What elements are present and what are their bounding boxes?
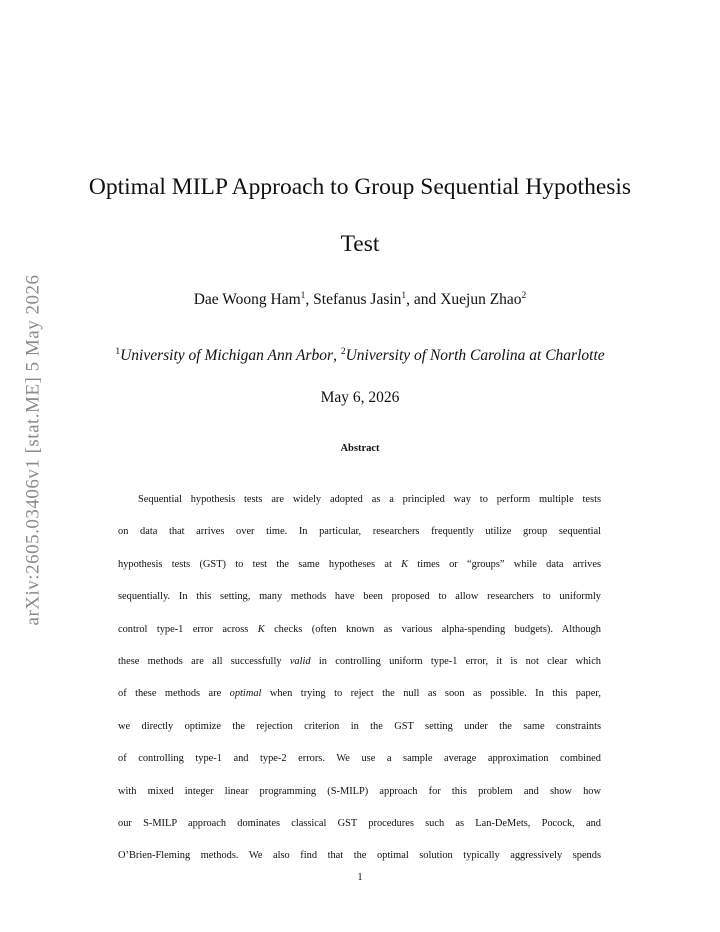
abstract-line [118,678,601,710]
math-variable-k: K [401,558,409,570]
abstract-line: O’Brien-Fleming methods. We also find that the optimal solution typically aggressively spends [118,850,601,862]
page-number: 1 [357,872,363,883]
title-line-1: Optimal MILP Approach to Group Sequential Hypothesis [88,174,632,200]
affiliation-mark: 1 [115,346,121,357]
abstract-text: control type-1 error across [118,623,258,635]
abstract-line: our S-MILP approach dominates classical GST procedures such as Lan-DeMets, Pocock, and [118,817,601,829]
emphasis-optimal: optimal [229,688,262,700]
math-variable-k: K [257,623,265,635]
publication-date: May 6, 2026 [320,389,400,406]
abstract-text: in controlling uniform type-1 error, it is not clear which [310,655,601,667]
author-name: Stefanus Jasin [313,291,402,308]
author-list [60,291,660,309]
abstract-line: on data that arrives over time. In particular, researchers frequently utilize group sequential [118,526,601,538]
abstract-text: times or “groups” while data arrives [408,558,601,570]
emphasis-valid: valid [289,655,311,667]
affiliation-name: University of Michigan Ann Arbor [120,347,334,364]
abstract-line: we directly optimize the rejection criterion in the GST setting under the same constraints [118,720,601,732]
abstract-body [118,484,601,873]
affiliation-name: University of North Carolina at Charlotte [345,347,605,364]
abstract-line [118,646,601,678]
author-name: Xuejun Zhao [440,291,522,308]
affiliation-list [40,347,680,365]
affiliation-separator: , [333,347,341,364]
author-separator: , [305,291,314,308]
abstract-text: checks (often known as various alpha-spending budgets). Although [264,623,601,635]
abstract-line: of controlling type-1 and type-2 errors. We use a sample average approximation combined [118,753,601,765]
abstract-heading: Abstract [340,443,380,454]
abstract-line: sequentially. In this setting, many methods have been proposed to allow researchers to uniformly [118,591,601,603]
abstract-text: hypothesis tests (GST) to test the same hypotheses at [118,558,402,570]
arxiv-identifier-stamp [18,252,48,648]
abstract-text: when trying to reject the null as soon as possible. In this paper, [261,688,601,700]
author-separator: , and [406,291,441,308]
abstract-line: Sequential hypothesis tests are widely adopted as a principled way to perform multiple tests [138,494,601,505]
abstract-line [118,549,601,581]
abstract-line [118,614,601,646]
abstract-line: with mixed integer linear programming (S-MILP) approach for this problem and show how [118,785,601,797]
author-affiliation-mark: 1 [401,290,407,301]
abstract-text: of these methods are [118,688,230,700]
abstract-text: these methods are all successfully [118,655,290,667]
author-affiliation-mark: 2 [521,290,527,301]
author-affiliation-mark: 1 [300,290,306,301]
arxiv-identifier-text: arXiv:2605.03406v1 [stat.ME] 5 May 2026 [22,274,43,626]
title-line-2: Test [340,231,380,257]
affiliation-mark: 2 [340,346,346,357]
author-name: Dae Woong Ham [193,291,301,308]
paper-title [60,159,660,273]
